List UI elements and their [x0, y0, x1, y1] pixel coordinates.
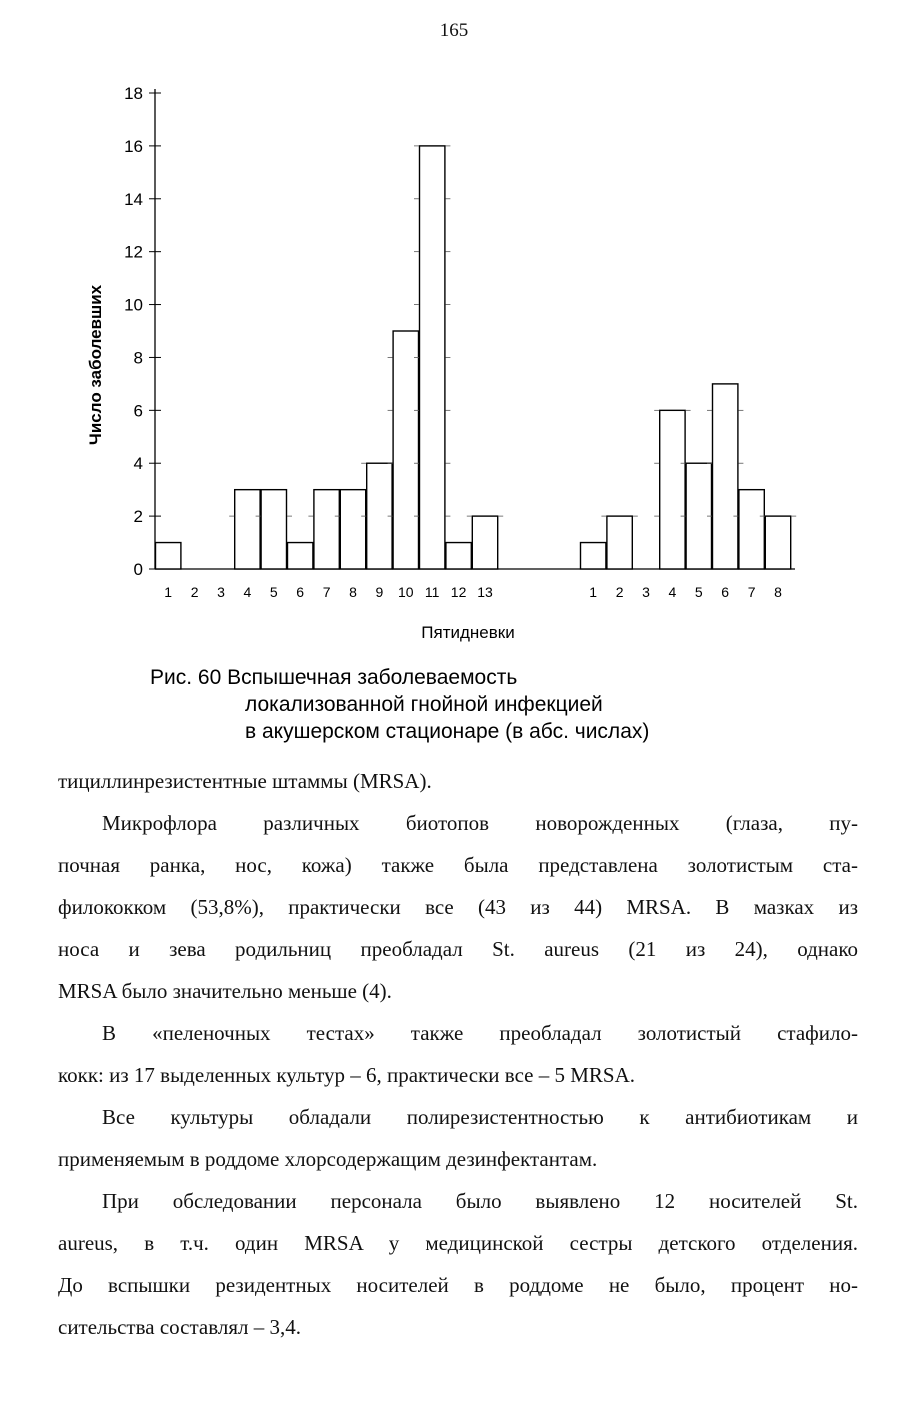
paragraph [58, 1012, 858, 1096]
x-tick-label: 1 [589, 584, 598, 600]
x-tick-label: 4 [243, 584, 252, 600]
paragraph [58, 1096, 858, 1180]
bar [446, 543, 471, 569]
bar [340, 490, 365, 569]
figure-caption [150, 664, 850, 745]
bar [660, 410, 685, 569]
x-tick-label: 2 [190, 584, 199, 600]
bar [156, 543, 181, 569]
bar [765, 516, 790, 569]
caption-line-1: Рис. 60 Вспышечная заболеваемость [150, 666, 518, 689]
text-line: До вспышки резидентных носителей в роддоме не было, процент но- [58, 1273, 858, 1297]
y-axis-label: Число заболевших [86, 284, 105, 446]
outbreak-bar-chart [0, 70, 908, 660]
x-tick-label: 13 [477, 584, 493, 600]
paragraph [58, 802, 858, 1012]
bar [607, 516, 632, 569]
y-tick-label: 12 [124, 242, 143, 262]
text-line: В «пеленочных тестах» также преобладал золотистый стафило- [102, 1021, 858, 1045]
x-tick-label: 9 [375, 584, 384, 600]
x-tick-label: 5 [269, 584, 278, 600]
y-tick-label: 2 [133, 507, 143, 527]
paragraph [58, 760, 858, 802]
body-text [58, 760, 858, 1348]
x-tick-label: 7 [747, 584, 756, 600]
x-tick-label: 6 [721, 584, 730, 600]
bar [581, 543, 606, 569]
x-tick-label: 8 [349, 584, 357, 600]
x-tick-label: 11 [424, 584, 440, 600]
bar [472, 516, 497, 569]
bar [713, 384, 738, 569]
text-line: носа и зева родильниц преобладал St. aureus (21 из 24), однако [58, 937, 858, 961]
x-tick-label: 1 [164, 584, 173, 600]
text-line: MRSA было значительно меньше (4). [58, 979, 392, 1003]
text-line: применяемым в роддоме хлорсодержащим дезинфектантам. [58, 1147, 598, 1171]
y-tick-label: 14 [124, 189, 143, 209]
paragraph [58, 1180, 858, 1348]
y-tick-label: 4 [133, 454, 143, 474]
y-tick-labels [124, 84, 143, 579]
page-number: 165 [439, 20, 469, 41]
x-tick-label: 5 [694, 584, 703, 600]
text-line: Все культуры обладали полирезистентностью к антибиотикам и [102, 1105, 858, 1129]
x-tick-label: 7 [322, 584, 331, 600]
y-tick-label: 18 [124, 84, 143, 103]
bar [261, 490, 286, 569]
caption-line-3: в акушерском стационаре (в абс. числах) [245, 720, 650, 743]
y-tick-label: 16 [124, 136, 143, 156]
bar [288, 543, 313, 569]
y-tick-label: 8 [133, 348, 143, 368]
x-tick-label: 8 [774, 584, 782, 600]
caption-line-2: локализованной гнойной инфекцией [245, 693, 603, 716]
text-line: почная ранка, нос, кожа) также была представлена золотистым ста- [58, 853, 858, 877]
bar [314, 490, 339, 569]
bar [393, 331, 418, 569]
text-line: При обследовании персонала было выявлено 12 носителей St. [102, 1189, 858, 1213]
chart-bars [156, 146, 797, 569]
bar [235, 490, 260, 569]
text-line: Микрофлора различных биотопов новорожденных (глаза, пу- [102, 811, 858, 835]
x-tick-label: 10 [398, 584, 414, 600]
x-axis-label: Пятидневки [421, 623, 515, 642]
text-line: филококком (53,8%), практически все (43 из 44) MRSA. В мазках из [58, 895, 858, 919]
text-line: сительства составлял – 3,4. [58, 1315, 301, 1339]
x-tick-label: 4 [668, 584, 677, 600]
text-line: тициллинрезистентные штаммы (MRSA). [58, 769, 432, 793]
x-tick-label: 3 [217, 584, 225, 600]
y-tick-label: 6 [133, 401, 143, 421]
x-tick-labels [164, 584, 782, 600]
x-tick-label: 3 [642, 584, 650, 600]
text-line: кокк: из 17 выделенных культур – 6, практически все – 5 MRSA. [58, 1063, 635, 1087]
text-line: aureus, в т.ч. один MRSA у медицинской сестры детского отделения. [58, 1231, 858, 1255]
x-tick-label: 12 [450, 584, 467, 600]
bar [420, 146, 445, 569]
y-tick-label: 0 [133, 560, 143, 579]
x-tick-label: 6 [296, 584, 305, 600]
x-tick-label: 2 [615, 584, 624, 600]
bar [739, 490, 764, 569]
y-tick-label: 10 [124, 295, 143, 315]
